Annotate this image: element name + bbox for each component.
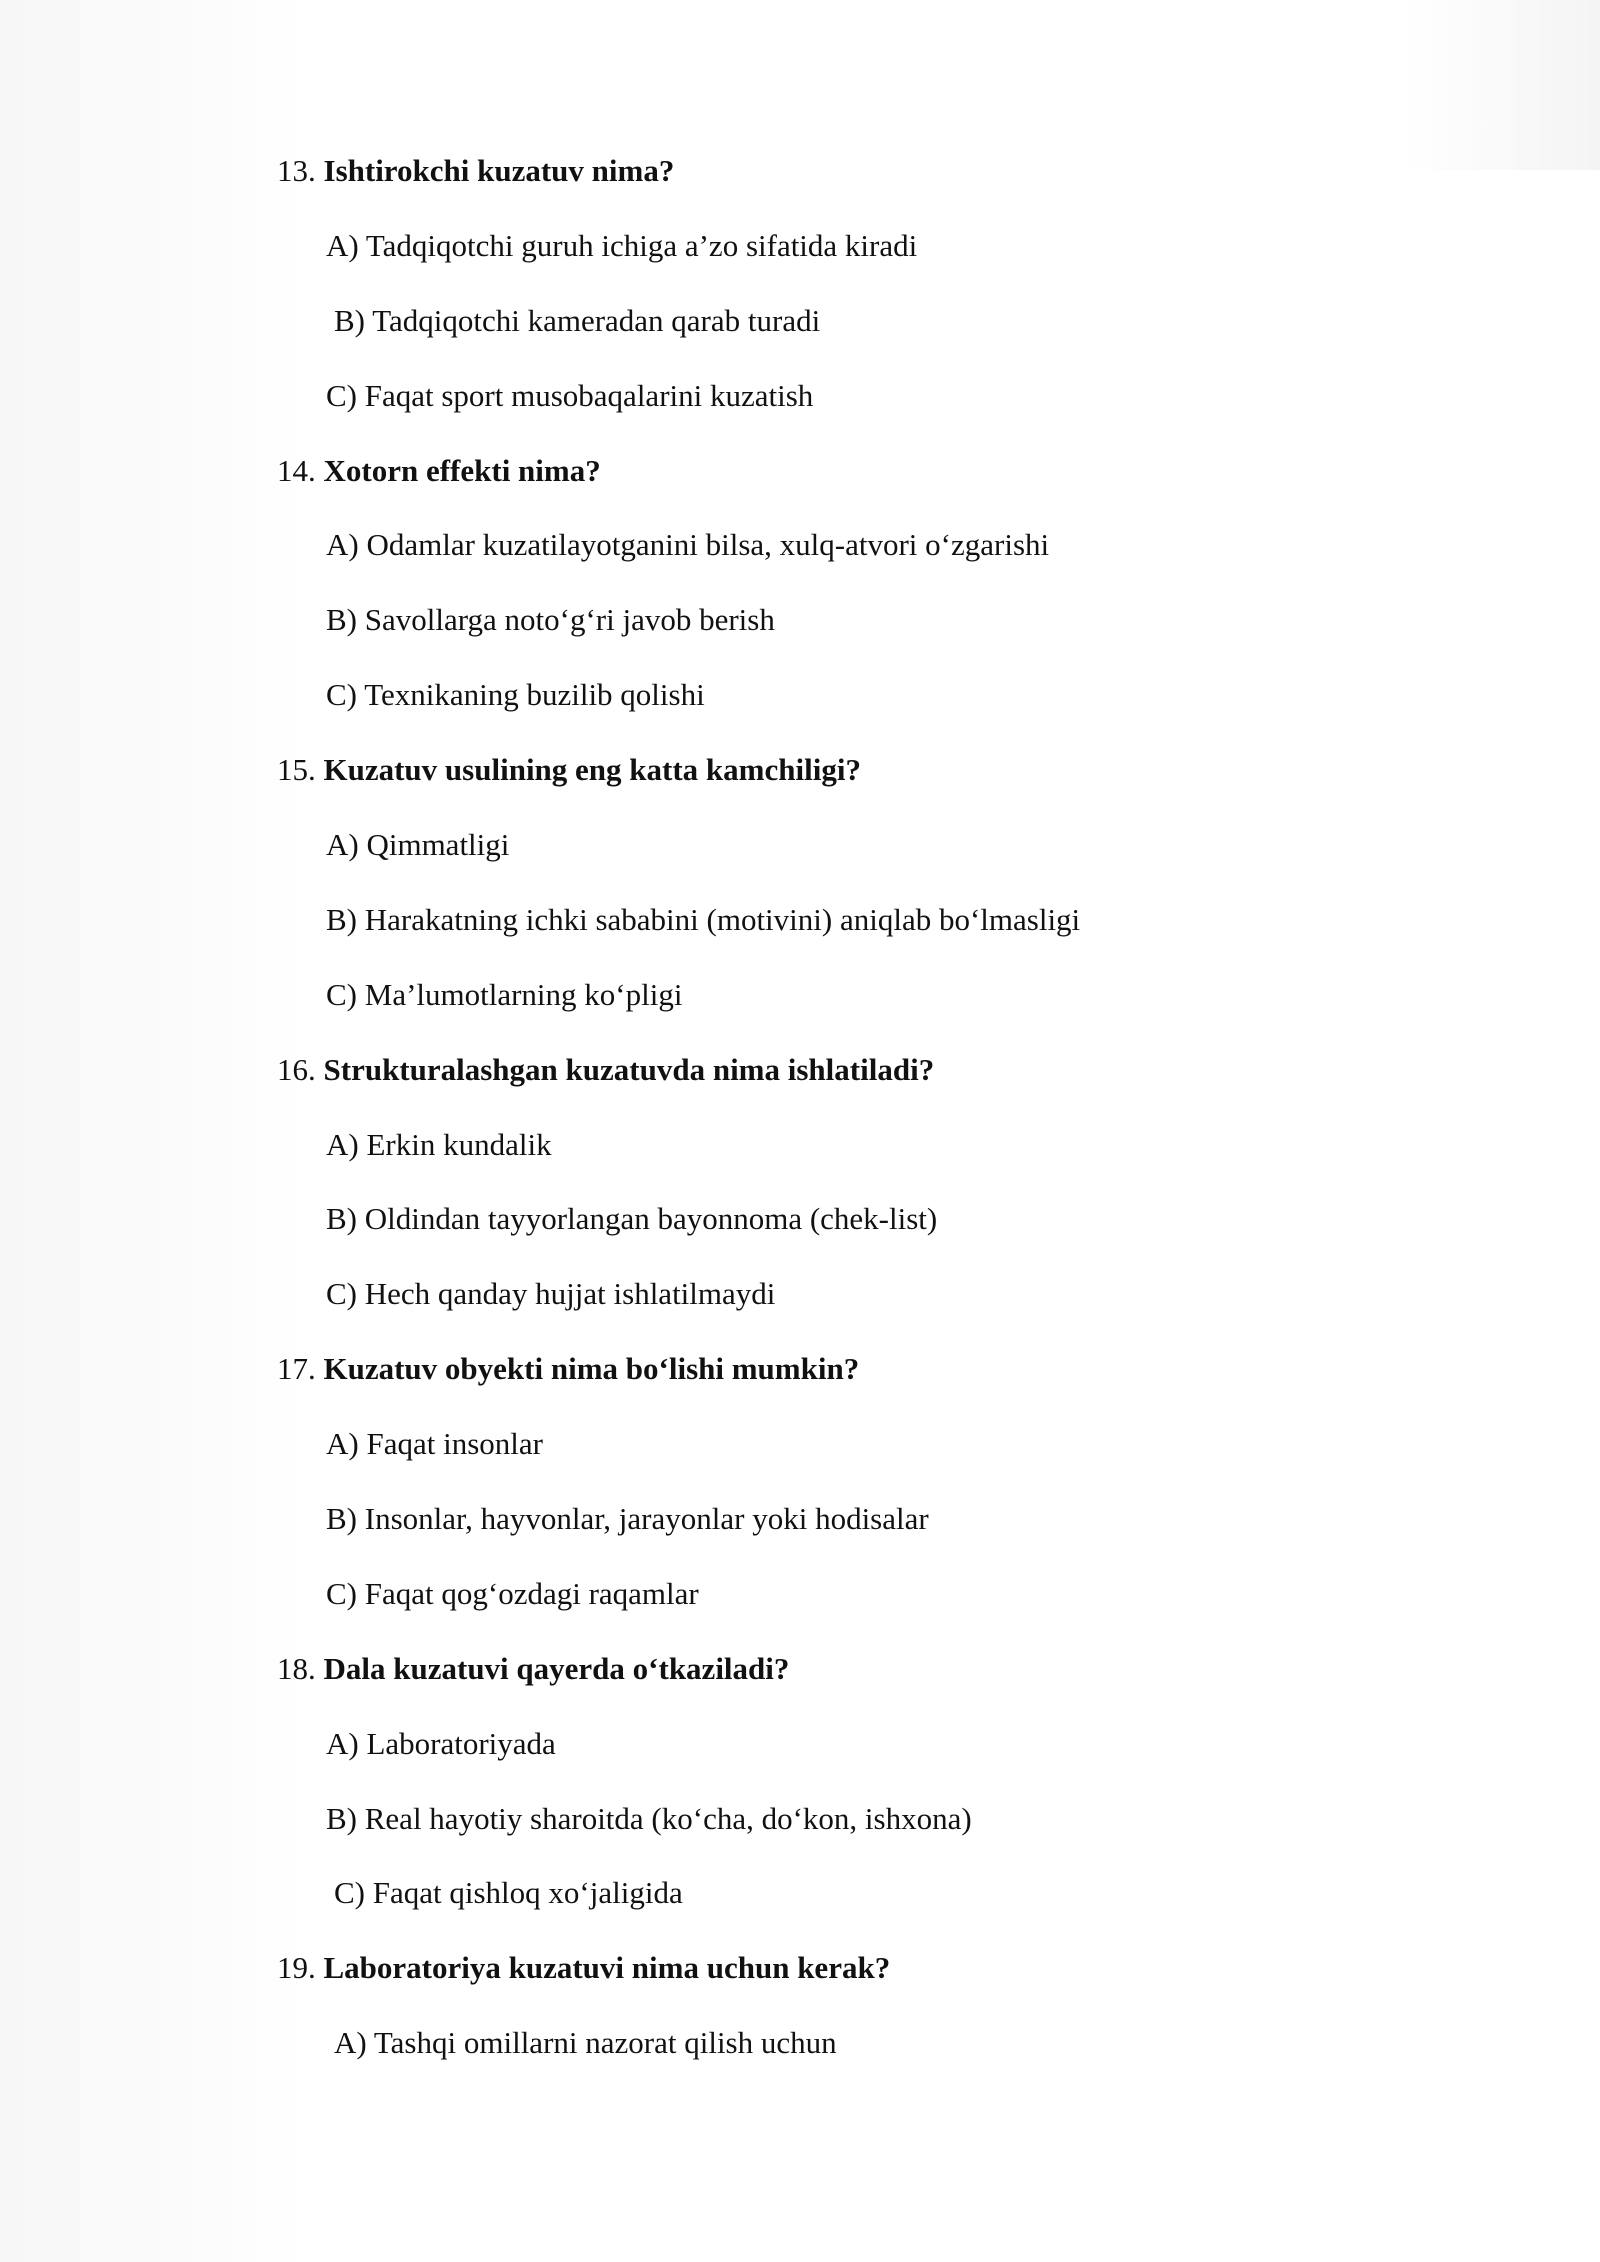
question-text: Strukturalashgan kuzatuvda nima ishlatiladi? [323,1051,935,1087]
answer-option: A) Qimmatligi [326,827,510,863]
answer-option: A) Erkin kundalik [326,1126,552,1162]
answer-option: A) Odamlar kuzatilayotganini bilsa, xulq-atvori o‘zgarishi [326,527,1050,563]
answer-option: B) Tadqiqotchi kameradan qarab turadi [334,302,821,338]
question-number: 15. [277,752,316,788]
answer-option: A) Laboratoriyada [326,1725,556,1761]
question-number: 16. [277,1051,316,1087]
question-15 [277,747,1477,822]
question-19 [277,1945,1477,2020]
answer-option: C) Faqat sport musobaqalarini kuzatish [326,377,814,413]
answer-option: B) Oldindan tayyorlangan bayonnoma (chek-list) [326,1201,938,1237]
question-text: Laboratoriya kuzatuvi nima uchun kerak? [323,1950,891,1986]
answer-option: B) Real hayotiy sharoitda (ko‘cha, do‘kon, ishxona) [326,1800,972,1836]
answer-option: A) Tashqi omillarni nazorat qilish uchun [334,2025,837,2061]
question-18 [277,1646,1477,1721]
answer-option: C) Ma’lumotlarning ko‘pligi [326,976,683,1012]
question-number: 17. [277,1351,316,1387]
question-14 [277,448,1477,523]
question-number: 19. [277,1950,316,1986]
question-text: Kuzatuv usulining eng katta kamchiligi? [323,752,861,788]
answer-option: C) Faqat qishloq xo‘jaligida [334,1875,683,1911]
question-13 [277,148,1477,223]
page-left-shading [0,0,305,2262]
answer-option: C) Texnikaning buzilib qolishi [326,677,705,713]
answer-option: B) Insonlar, hayvonlar, jarayonlar yoki hodisalar [326,1501,929,1537]
question-text: Xotorn effekti nima? [323,452,601,488]
question-text: Ishtirokchi kuzatuv nima? [323,153,675,188]
question-number: 18. [277,1650,316,1686]
question-16 [277,1047,1477,1122]
answer-option: C) Faqat qog‘ozdagi raqamlar [326,1575,699,1611]
document-body [277,148,1477,2095]
question-number: 14. [277,452,316,488]
question-number: 13. [277,153,316,188]
answer-option: B) Savollarga noto‘g‘ri javob berish [326,602,775,638]
answer-option: A) Faqat insonlar [326,1426,543,1462]
question-text: Kuzatuv obyekti nima bo‘lishi mumkin? [323,1351,860,1387]
question-text: Dala kuzatuvi qayerda o‘tkaziladi? [323,1650,790,1686]
question-17 [277,1346,1477,1421]
page-corner-shading [1400,0,1600,170]
answer-option: C) Hech qanday hujjat ishlatilmaydi [326,1276,776,1312]
answer-option: B) Harakatning ichki sababini (motivini) aniqlab bo‘lmasligi [326,901,1081,937]
answer-option: A) Tadqiqotchi guruh ichiga a’zo sifatida kiradi [326,227,918,263]
